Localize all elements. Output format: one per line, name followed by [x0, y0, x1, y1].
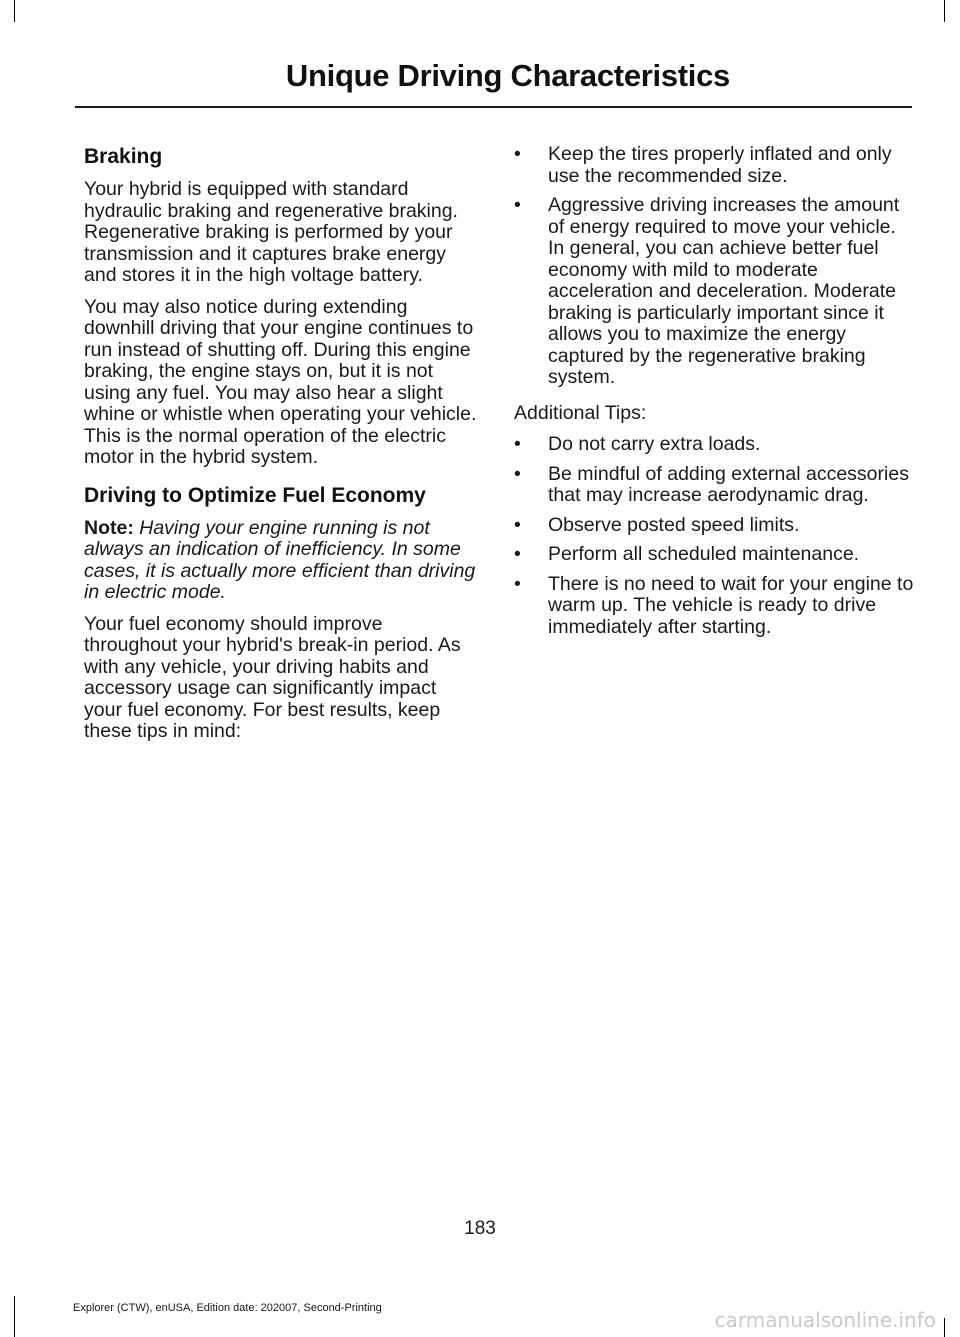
left-column [84, 144, 479, 753]
fuel-economy-paragraph: Your fuel economy should improve throughout your hybrid's break-in period. As with any vehicle, your driving habits and accessory usage can significantly impact your fuel economy. For best results, keep these tips in mind: [84, 612, 461, 742]
tip-text: Be mindful of adding external accessories that may increase aerodynamic drag. [548, 462, 909, 506]
bullet-icon: • [514, 194, 521, 216]
tip-text: Do not carry extra loads. [548, 433, 761, 455]
crop-mark-top-right-vertical [944, 0, 945, 22]
header-divider [75, 106, 912, 108]
note-paragraph [84, 518, 479, 604]
list-item [514, 574, 914, 639]
tip-text: There is no need to wait for your engine to warm up. The vehicle is ready to drive immediately after starting. [548, 572, 914, 638]
tip-text: Aggressive driving increases the amount of energy required to move your vehicle. In general, you can achieve better fuel economy with mild to moderate acceleration and deceleration. Moderate braking is particularly important since it allows you to maximize the energy captured by the regenerative braking system. [548, 194, 900, 388]
bullet-icon: • [514, 543, 521, 565]
crop-mark-top-left-vertical [14, 0, 15, 22]
additional-tips-label: Additional Tips: [514, 401, 647, 424]
list-item [514, 144, 914, 187]
page-title: Unique Driving Characteristics [285, 58, 730, 93]
bullet-icon: • [514, 143, 521, 165]
tip-text: Keep the tires properly inflated and only use the recommended size. [548, 143, 892, 187]
tip-text: Perform all scheduled maintenance. [548, 543, 860, 565]
bullet-icon: • [514, 433, 521, 455]
page-number: 183 [464, 1218, 496, 1239]
note-text: Having your engine running is not always an indication of inefficiency. In some cases, it is actually more efficient than driving in electric mode. [84, 516, 476, 603]
list-item [514, 544, 914, 566]
watermark: carmanualsonline.info [714, 1308, 936, 1332]
bullet-icon: • [514, 572, 521, 595]
crop-mark-bottom-left-vertical [14, 1296, 15, 1337]
additional-tips-list [514, 434, 914, 638]
bullet-icon: • [514, 462, 521, 485]
braking-heading: Braking [84, 145, 163, 168]
crop-mark-bottom-right-vertical [944, 1318, 945, 1337]
list-item [514, 434, 914, 456]
braking-paragraph-2: You may also notice during extending downhill driving that your engine continues to run instead of shutting off. During this engine braking, the engine stays on, but it is not using any fuel. You may also hear a slight whine or whistle when operating your vehicle. This is the normal operation of the electric motor in the hybrid system. [84, 295, 477, 468]
braking-paragraph-1: Your hybrid is equipped with standard hydraulic braking and regenerative braking. Regenerative braking is performed by your transmission and it captures brake energy and stores it in the high voltage battery. [84, 178, 458, 286]
tips-list [514, 144, 914, 389]
list-item [514, 195, 914, 389]
list-item [514, 464, 914, 507]
tip-text: Observe posted speed limits. [548, 513, 800, 536]
list-item [514, 515, 914, 537]
bullet-icon: • [514, 513, 521, 536]
right-column [514, 144, 914, 646]
edition-footer: Explorer (CTW), enUSA, Edition date: 202007, Second-Printing [73, 1302, 382, 1314]
fuel-economy-heading: Driving to Optimize Fuel Economy [84, 483, 426, 507]
note-label: Note: [84, 516, 134, 539]
